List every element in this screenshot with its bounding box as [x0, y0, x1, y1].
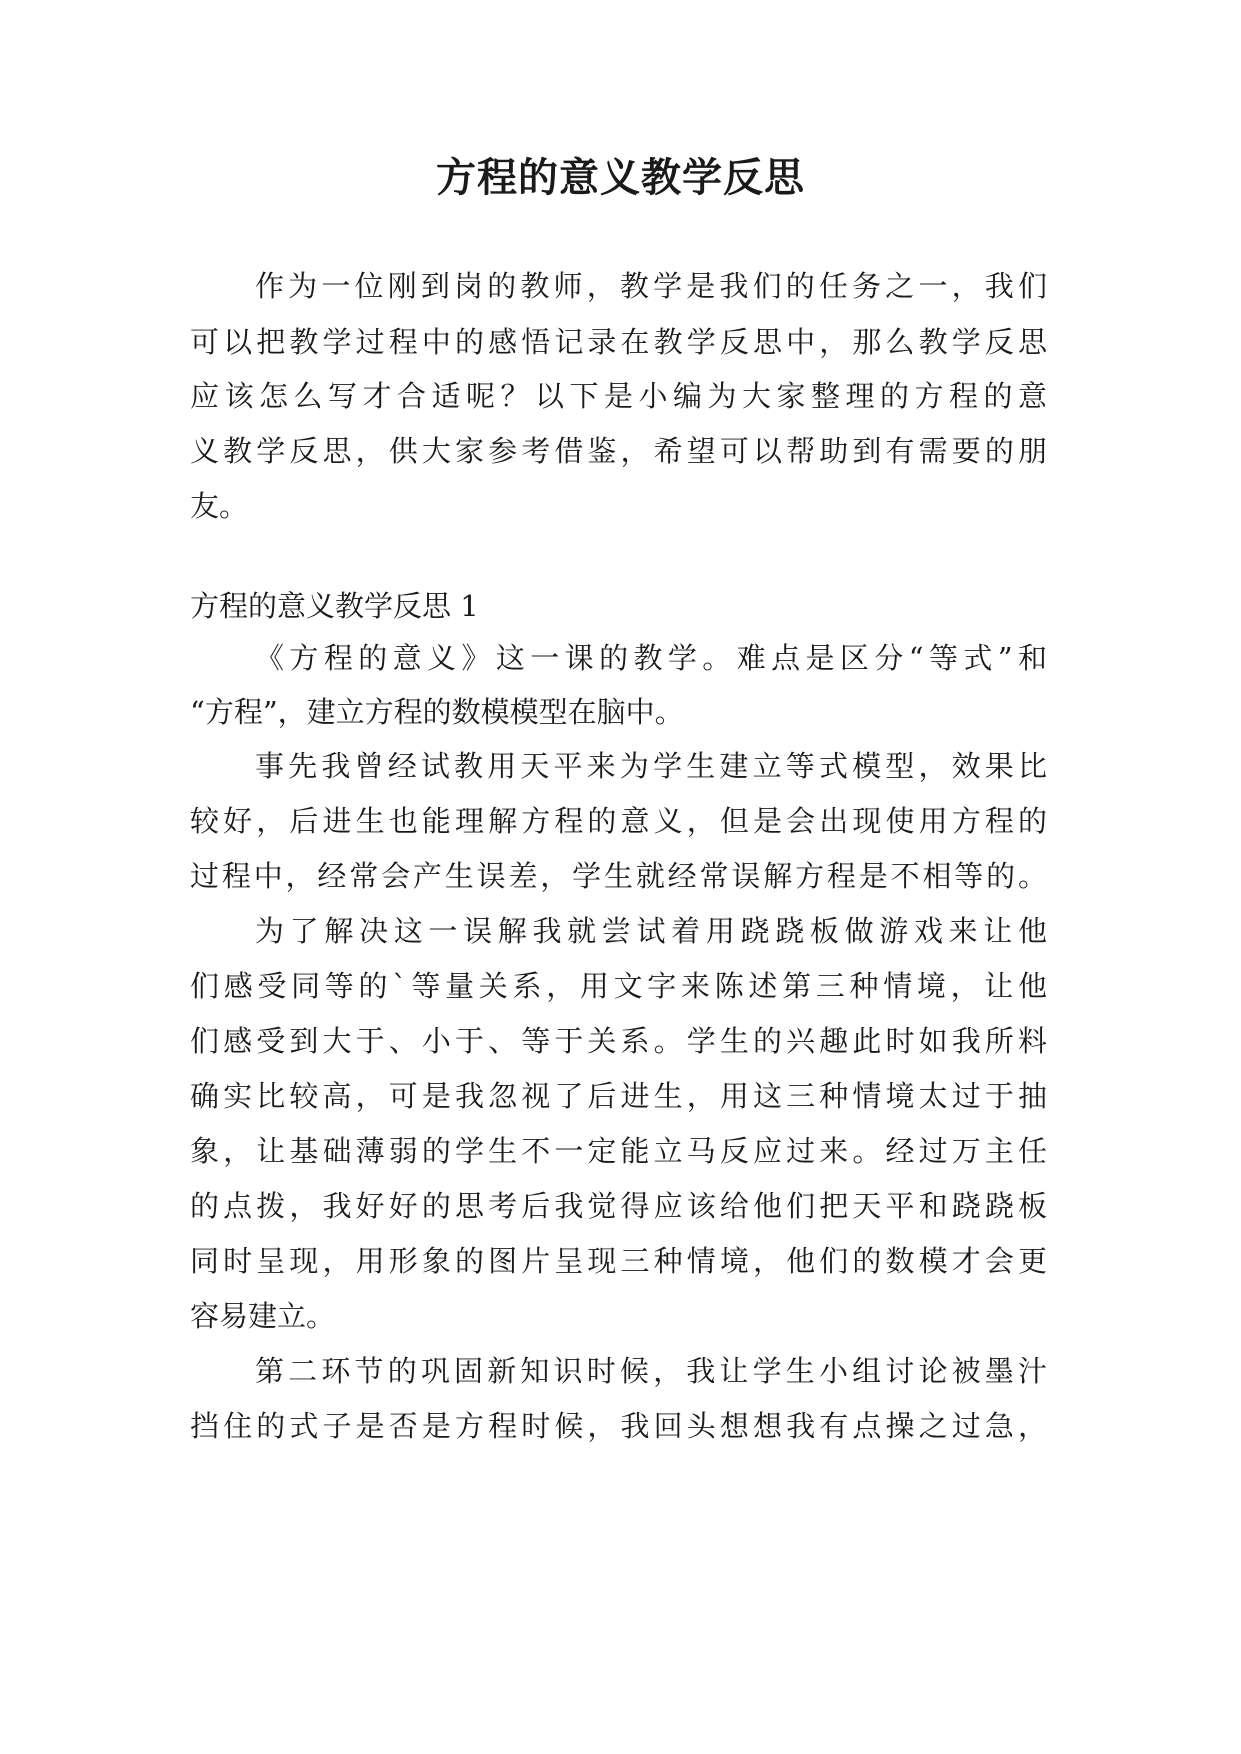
document-title: 方程的意义教学反思: [436, 154, 805, 201]
intro-line-5: 友。: [190, 489, 249, 523]
body-line-15: 挡住的式子是否是方程时候，我回头想想我有点操之过急，: [190, 1409, 1047, 1443]
body-line-4: 较好，后进生也能理解方程的意义，但是会出现使用方程的: [190, 804, 1047, 838]
intro-line-1: 作为一位刚到岗的教师，教学是我们的任务之一，我们: [255, 269, 1047, 303]
body-line-12: 同时呈现，用形象的图片呈现三种情境，他们的数模才会更: [190, 1244, 1047, 1278]
body-line-5: 过程中，经常会产生误差，学生就经常误解方程是不相等的。: [190, 859, 1047, 893]
body-line-1: 《方程的意义》这一课的教学。难点是区分“等式”和: [255, 641, 1047, 675]
body-line-13: 容易建立。: [190, 1299, 336, 1333]
body-line-10: 象，让基础薄弱的学生不一定能立马反应过来。经过万主任: [190, 1134, 1047, 1168]
intro-line-2: 可以把教学过程中的感悟记录在教学反思中，那么教学反思: [190, 325, 1047, 359]
body-line-11: 的点拨，我好好的思考后我觉得应该给他们把天平和跷跷板: [190, 1189, 1047, 1223]
body-line-7: 们感受同等的`等量关系，用文字来陈述第三种情境，让他: [190, 969, 1047, 1003]
intro-line-4: 义教学反思，供大家参考借鉴，希望可以帮助到有需要的朋: [190, 434, 1047, 468]
body-line-9: 确实比较高，可是我忽视了后进生，用这三种情境太过于抽: [190, 1079, 1047, 1113]
body-line-14: 第二环节的巩固新知识时候，我让学生小组讨论被墨汁: [255, 1354, 1047, 1388]
body-line-3: 事先我曾经试教用天平来为学生建立等式模型，效果比: [255, 749, 1047, 783]
intro-line-3: 应该怎么写才合适呢？以下是小编为大家整理的方程的意: [190, 379, 1047, 413]
section-heading: 方程的意义教学反思 1: [190, 589, 479, 623]
body-line-8: 们感受到大于、小于、等于关系。学生的兴趣此时如我所料: [190, 1024, 1047, 1058]
body-line-2: “方程”，建立方程的数模模型在脑中。: [190, 695, 684, 729]
body-line-6: 为了解决这一误解我就尝试着用跷跷板做游戏来让他: [255, 914, 1047, 948]
